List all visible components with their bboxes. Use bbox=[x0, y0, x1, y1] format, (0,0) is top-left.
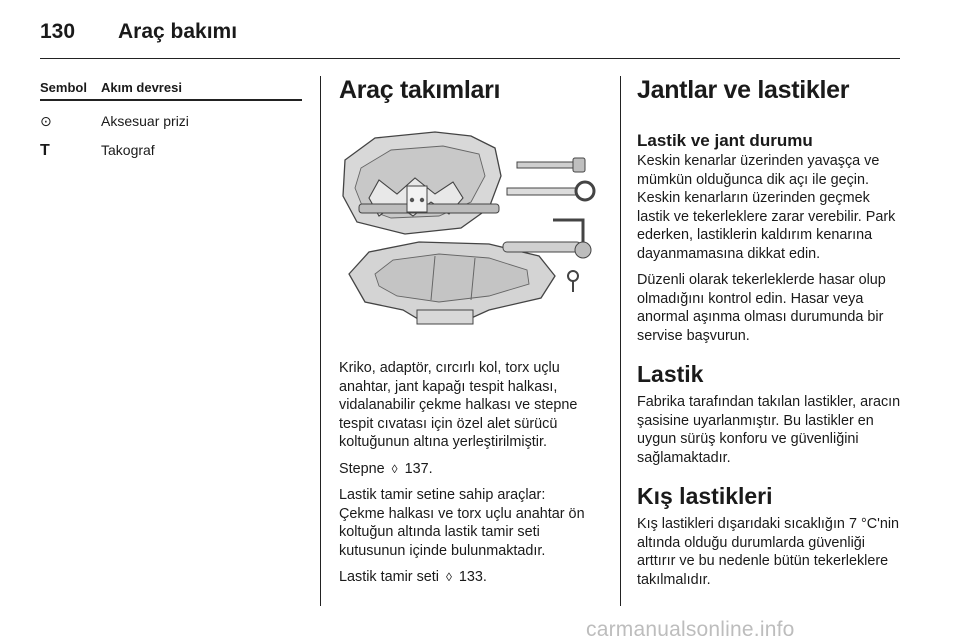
page-ref-icon: ◊ bbox=[391, 461, 398, 476]
tyres-heading: Jantlar ve lastikler bbox=[637, 76, 850, 104]
page-header bbox=[40, 14, 237, 50]
spare-wheel-reference bbox=[339, 460, 607, 479]
column-divider bbox=[320, 76, 321, 606]
table-row bbox=[40, 113, 302, 130]
column-divider bbox=[620, 76, 621, 606]
tyres-section bbox=[637, 74, 905, 597]
symbol-table bbox=[40, 80, 302, 160]
watermark: carmanualsonline.info bbox=[586, 618, 795, 641]
winter-tyres-heading: Kış lastikleri bbox=[637, 483, 773, 509]
repair-intro: Lastik tamir setine sahip araçlar: bbox=[339, 487, 546, 503]
repair-kit-reference bbox=[339, 568, 607, 587]
table-row bbox=[40, 142, 302, 160]
tools-section bbox=[339, 74, 607, 595]
tool-kit-illustration bbox=[339, 124, 607, 338]
socket-symbol-icon: ⊙ bbox=[40, 113, 52, 129]
row-label: Takograf bbox=[101, 142, 155, 158]
winter-tyres-paragraph: Kış lastikleri dışarıdaki sıcaklığın 7 °C'nin altında olduğu durumlarda güvenliği arttırır ve bu nedenle bütün tekerleklere takılmalıdır. bbox=[637, 516, 900, 588]
tyre-heading: Lastik bbox=[637, 361, 704, 387]
page-number: 130 bbox=[40, 20, 76, 43]
row-label: Aksesuar prizi bbox=[101, 113, 189, 129]
column-header-symbol: Sembol bbox=[40, 80, 87, 95]
tyre-paragraph: Fabrika tarafından takılan lastikler, aracın şasisine uyarlanmıştır. Bu lastikler en uygun sürüş konforu ve güvenliğini sağlamaktadır. bbox=[637, 394, 901, 466]
repair-ref-page[interactable]: 133. bbox=[458, 569, 487, 585]
condition-heading: Lastik ve jant durumu bbox=[637, 131, 813, 150]
section-title: Araç bakımı bbox=[118, 20, 238, 43]
repair-ref-text: Lastik tamir seti bbox=[339, 569, 439, 585]
repair-text: Çekme halkası ve torx uçlu anahtar ön koltuğun altında lastik tamir seti kutusunun içinde bulunmaktadır. bbox=[339, 505, 585, 559]
tools-caption: Kriko, adaptör, cırcırlı kol, torx uçlu anahtar, jant kapağı tespit halkası, vidalanabilir çekme halkası ve stepne tespit cıvatası için özel alet sürücü koltuğunun altına yerleştirilmiştir. bbox=[339, 360, 578, 450]
column-header-circuit: Akım devresi bbox=[101, 80, 182, 95]
header-divider bbox=[40, 58, 900, 59]
page-ref-icon: ◊ bbox=[445, 570, 452, 584]
table-header bbox=[40, 80, 302, 101]
spare-ref-page[interactable]: 137. bbox=[404, 460, 433, 477]
spare-ref-text: Stepne bbox=[339, 460, 385, 477]
repair-kit-paragraph bbox=[339, 486, 607, 560]
condition-paragraph-2: Düzenli olarak tekerleklerde hasar olup olmadığını kontrol edin. Hasar veya anormal aşınma olması durumunda bir servise başvurun. bbox=[637, 272, 886, 344]
condition-paragraph-1: Keskin kenarlar üzerinden yavaşça ve mümkün olduğunca dik açı ile geçin. Keskin kenarların üzerinden geçmek lastik ve tekerleklere zarar verebilir. Park ederken, lastiklerin kaldırım kenarına dayanmamasına dikkat edin. bbox=[637, 153, 896, 262]
tools-heading: Araç takımları bbox=[339, 76, 501, 104]
tachograph-symbol: T bbox=[40, 142, 50, 159]
